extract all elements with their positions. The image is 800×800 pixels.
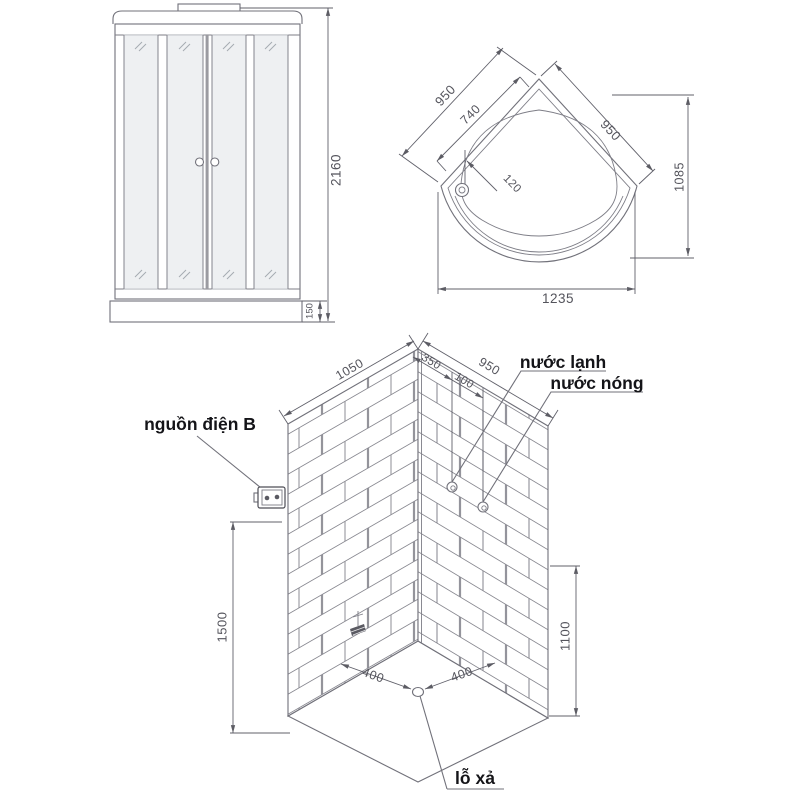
dim-floor-right: 400 — [448, 663, 475, 685]
dim-pipe-offset: 350 — [419, 351, 443, 373]
dim-left-wall-width: 1050 — [333, 355, 367, 383]
dim-floor-left: 400 — [360, 664, 387, 686]
hot-water-pipe — [478, 502, 488, 512]
dim-cabin-height: 2160 — [328, 153, 344, 187]
dim-tray-depth: 1085 — [672, 162, 687, 192]
glass-panel-right — [254, 35, 288, 289]
door-handle-right — [211, 158, 219, 166]
power-label: nguồn điện B — [144, 414, 256, 434]
power-leader — [197, 436, 266, 492]
roof — [113, 11, 302, 24]
cold-water-label: nước lạnh — [519, 352, 607, 372]
dim-tray-right-side: 950 — [597, 116, 625, 144]
hot-water-label: nước nóng — [550, 373, 644, 393]
isometric-view — [144, 333, 643, 789]
shower-tray-base — [110, 301, 302, 322]
dim-right-wall-height: 1100 — [557, 621, 573, 651]
dim-tray-inner-width: 740 — [457, 101, 484, 128]
front-view — [110, 4, 344, 322]
door-meeting-stile — [206, 35, 209, 289]
cold-water-pipe — [447, 482, 457, 492]
tray-drain — [456, 184, 469, 197]
glass-panel-left — [124, 35, 158, 289]
door-handle-left — [196, 158, 204, 166]
dim-tray-width: 1235 — [541, 291, 575, 306]
dim-base-height: 150 — [304, 303, 316, 319]
dim-right-wall-width: 950 — [476, 354, 503, 379]
dim-drain-offset: 120 — [500, 172, 524, 196]
dim-tray-left-side: 950 — [431, 81, 459, 109]
power-outlet-symbol — [254, 487, 285, 508]
dim-pipe-gap: 100 — [452, 370, 476, 392]
floor-drain — [413, 688, 424, 697]
top-view — [399, 47, 694, 306]
drain-label: lỗ xả — [455, 768, 495, 788]
dim-left-wall-height: 1500 — [214, 611, 230, 643]
